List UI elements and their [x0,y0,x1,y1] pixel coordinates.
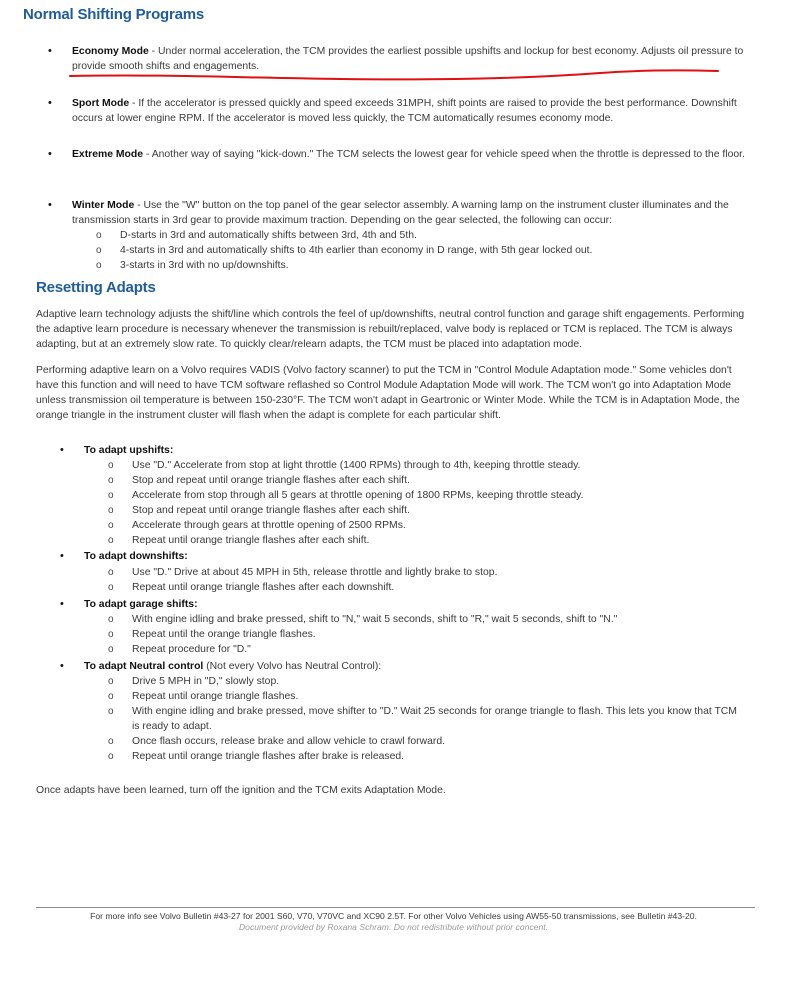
item-text: - If the accelerator is pressed quickly and speed exceeds 31MPH, shift points are raised to provide the best performance. Downshift occurs at lower engine RPM. If the accelerator is moved less quickly, the TCM automatically resumes economy mode. [72,98,737,124]
list-item-adapt-garage-shifts [84,597,744,612]
sub-bullet-icon: o [108,644,114,655]
sub-bullet-icon: o [108,567,114,578]
item-note: (Not every Volvo has Neutral Control): [203,661,382,672]
bullet-icon: • [60,550,64,562]
sub-bullet-icon: o [96,260,102,271]
sub-bullet-icon: o [108,706,114,717]
sub-list-item: Drive 5 MPH in "D," slowly stop. [132,676,280,687]
sub-list-item: Accelerate through gears at throttle opening of 2500 RPMs. [132,520,406,531]
list-item-adapt-neutral-control [84,659,744,674]
sub-list-item: Repeat until the orange triangle flashes. [132,629,316,640]
sub-list-item: Stop and repeat until orange triangle flashes after each shift. [132,475,410,486]
heading-resetting-adapts: Resetting Adapts [36,279,156,296]
item-text: - Use the "W" button on the top panel of the gear selector assembly. A warning lamp on the instrument cluster illuminates and the transmission starts in 3rd gear to provide maximum traction. Depending on the gear selected, the following can occur: [72,200,729,226]
sub-bullet-icon: o [108,751,114,762]
sub-bullet-icon: o [108,582,114,593]
sub-list-item: Repeat until orange triangle flashes after each downshift. [132,582,395,593]
sub-bullet-icon: o [108,691,114,702]
sub-list-item: Repeat until orange triangle flashes after each shift. [132,535,370,546]
item-title: To adapt upshifts: [84,445,174,456]
sub-list-item: Repeat procedure for "D." [132,644,251,655]
sub-list-item: Once flash occurs, release brake and allow vehicle to crawl forward. [132,736,446,747]
sub-bullet-icon: o [108,736,114,747]
sub-bullet-icon: o [108,614,114,625]
list-item-adapt-upshifts [84,443,744,458]
sub-list-item: Accelerate from stop through all 5 gears at throttle opening of 1800 RPMs, keeping throttle steady. [132,490,584,501]
list-item-sport-mode [72,96,748,126]
sub-bullet-icon: o [108,475,114,486]
sub-bullet-icon: o [108,460,114,471]
sub-list-item: With engine idling and brake pressed, move shifter to "D." Wait 25 seconds for orange triangle to flash. This lets you know that TCM is ready to adapt. [132,706,737,732]
sub-bullet-icon: o [96,230,102,241]
sub-list-item: Use "D." Drive at about 45 MPH in 5th, release throttle and lightly brake to stop. [132,567,498,578]
footer-bulletin-note: For more info see Volvo Bulletin #43-27 for 2001 S60, V70, V70VC and XC90 2.5T. For other Volvo Vehicles using AW55-50 transmissions, see Bulletin #43-20. [90,911,697,921]
paragraph-vadis: Performing adaptive learn on a Volvo requires VADIS (Volvo factory scanner) to put the TCM in "Control Module Adaptation mode." Some vehicles don't have this function and will need to have TCM software reflashed so Control Module Adaptation Mode will work. The TCM won't go into Adaptation Mode unless transmission oil temperature is between 150-230°F. The TCM won't adapt in Geartronic or Winter Mode. While the TCM is in Adaptation Mode, the orange triangle in the instrument cluster will flash when the adapt is complete for each particular shift. [36,365,740,421]
sub-list-item: 4-starts in 3rd and automatically shifts to 4th earlier than economy in D range, with 5th gear locked out. [120,245,593,256]
item-title: To adapt Neutral control [84,661,204,672]
item-title: To adapt downshifts: [84,551,188,562]
item-text: - Another way of saying "kick-down." The TCM selects the lowest gear for vehicle speed when the throttle is depressed to the floor. [143,149,745,160]
red-underline-annotation [0,0,787,90]
sub-list-item: With engine idling and brake pressed, shift to "N," wait 5 seconds, shift to "R," wait 5 seconds, shift to "N." [132,614,618,625]
sub-list-item: Use "D." Accelerate from stop at light throttle (1400 RPMs) through to 4th, keeping throttle steady. [132,460,581,471]
bullet-icon: • [60,660,64,672]
sub-bullet-icon: o [96,245,102,256]
item-title: Sport Mode [72,98,130,109]
sub-list-item: 3-starts in 3rd with no up/downshifts. [120,260,289,271]
bullet-icon: • [48,199,52,211]
item-text: - Under normal acceleration, the TCM provides the earliest possible upshifts and lockup for best economy. Adjusts oil pressure to provide smooth shifts and engagements. [72,46,744,72]
item-title: Extreme Mode [72,149,144,160]
sub-bullet-icon: o [108,490,114,501]
list-item-adapt-downshifts [84,549,744,564]
footer-divider [36,907,755,908]
paragraph-adaptive-learn: Adaptive learn technology adjusts the shift/line which controls the feel of up/downshifts, neutral control function and garage shift engagements. Performing the adaptive learn procedure is necessary whenever the transmission is rebuilt/replaced, valve body is replaced or TCM is replaced. The TCM is always adapting, but at an extremely slow rate. To quickly clear/relearn adapts, the TCM must be placed into adaptation mode. [36,309,745,350]
sub-list-item: Repeat until orange triangle flashes after brake is released. [132,751,405,762]
item-title: Economy Mode [72,46,149,57]
bullet-icon: • [48,148,52,160]
sub-list-item: Repeat until orange triangle flashes. [132,691,299,702]
item-title: To adapt garage shifts: [84,599,198,610]
bullet-icon: • [60,444,64,456]
bullet-icon: • [48,97,52,109]
list-item-extreme-mode [72,147,748,162]
list-item-winter-mode [72,198,748,228]
item-title: Winter Mode [72,200,135,211]
bullet-icon: • [48,45,52,57]
footer-attribution: Document provided by Roxana Schram. Do not redistribute without prior concent. [238,922,549,932]
sub-bullet-icon: o [108,535,114,546]
bullet-icon: • [60,598,64,610]
sub-bullet-icon: o [108,520,114,531]
sub-bullet-icon: o [108,505,114,516]
sub-list-item: D-starts in 3rd and automatically shifts between 3rd, 4th and 5th. [120,230,417,241]
sub-list-item: Stop and repeat until orange triangle flashes after each shift. [132,505,410,516]
heading-normal-shifting-programs: Normal Shifting Programs [23,6,205,23]
sub-bullet-icon: o [108,676,114,687]
sub-bullet-icon: o [108,629,114,640]
closing-paragraph: Once adapts have been learned, turn off the ignition and the TCM exits Adaptation Mode. [36,785,446,796]
